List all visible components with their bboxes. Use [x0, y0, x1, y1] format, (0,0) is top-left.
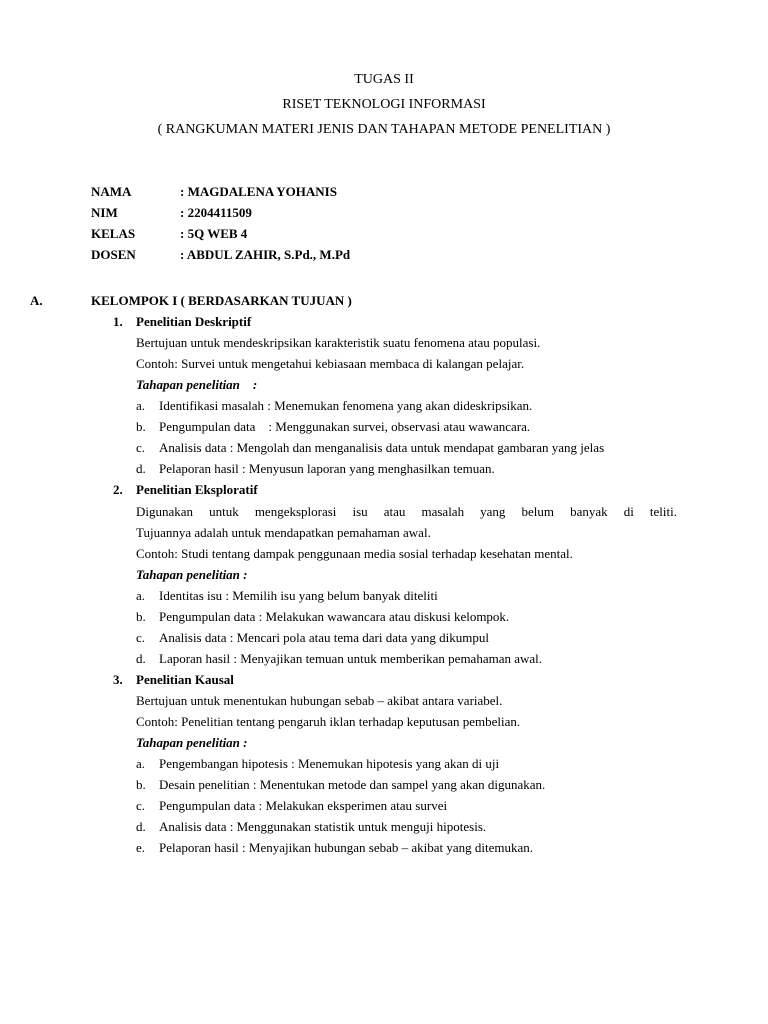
step-letter: c. [136, 440, 146, 455]
step-letter: a. [136, 398, 146, 413]
item-title: Penelitian Eksploratif [136, 482, 258, 497]
step-text: Identitas isu : Memilih isu yang belum banyak diteliti [159, 588, 438, 603]
step-text: Desain penelitian : Menentukan metode dan sampel yang akan digunakan. [159, 777, 546, 792]
item-title: Penelitian Deskriptif [136, 314, 252, 329]
step-text: Pelaporan hasil : Menyajikan hubungan sebab – akibat yang ditemukan. [159, 840, 534, 855]
identity-label-nim: NIM [91, 205, 118, 220]
identity-label-dosen: DOSEN [91, 247, 136, 262]
identity-label-kelas: KELAS [91, 226, 136, 241]
stages-label: Tahapan penelitian : [136, 377, 258, 392]
step-text: Pengumpulan data : Melakukan wawancara atau diskusi kelompok. [159, 609, 510, 624]
step-letter: d. [136, 819, 146, 834]
identity-label-nama: NAMA [91, 184, 132, 199]
step-letter: d. [136, 651, 146, 666]
stages-label: Tahapan penelitian : [136, 735, 248, 750]
step-letter: b. [136, 609, 146, 624]
step-text: Analisis data : Menggunakan statistik untuk menguji hipotesis. [159, 819, 487, 834]
step-text: Analisis data : Mencari pola atau tema dari data yang dikumpul [159, 630, 489, 645]
item-description: Digunakan untuk mengeksplorasi isu atau masalah yang belum banyak di teliti. [136, 504, 677, 519]
step-text: Pengumpulan data : Melakukan eksperimen atau survei [159, 798, 448, 813]
step-letter: b. [136, 777, 146, 792]
step-letter: e. [136, 840, 146, 855]
item-number: 2. [113, 482, 123, 497]
identity-value-nim: : 2204411509 [180, 205, 252, 220]
step-letter: b. [136, 419, 146, 434]
step-text: Pengumpulan data : Menggunakan survei, observasi atau wawancara. [159, 419, 531, 434]
step-letter: d. [136, 461, 146, 476]
step-letter: a. [136, 588, 146, 603]
step-letter: c. [136, 798, 146, 813]
step-text: Identifikasi masalah : Menemukan fenomena yang akan dideskripsikan. [159, 398, 533, 413]
section-title: KELOMPOK I ( BERDASARKAN TUJUAN ) [91, 293, 352, 308]
step-text: Laporan hasil : Menyajikan temuan untuk memberikan pemahaman awal. [159, 651, 543, 666]
identity-value-kelas: : 5Q WEB 4 [180, 226, 248, 241]
step-text: Pelaporan hasil : Menyusun laporan yang menghasilkan temuan. [159, 461, 495, 476]
item-description-cont: Tujuannya adalah untuk mendapatkan pemahaman awal. [136, 525, 431, 540]
identity-value-nama: : MAGDALENA YOHANIS [180, 184, 337, 199]
item-example: Contoh: Survei untuk mengetahui kebiasaan membaca di kalangan pelajar. [136, 356, 525, 371]
item-title: Penelitian Kausal [136, 672, 234, 687]
section-letter: A. [30, 293, 43, 308]
item-example: Contoh: Penelitian tentang pengaruh iklan terhadap keputusan pembelian. [136, 714, 521, 729]
item-example: Contoh: Studi tentang dampak penggunaan media sosial terhadap kesehatan mental. [136, 546, 573, 561]
doc-topic: ( RANGKUMAN MATERI JENIS DAN TAHAPAN METODE PENELITIAN ) [157, 122, 611, 137]
item-description: Bertujuan untuk menentukan hubungan sebab – akibat antara variabel. [136, 693, 503, 708]
step-letter: c. [136, 630, 146, 645]
item-number: 1. [113, 314, 123, 329]
step-letter: a. [136, 756, 146, 771]
stages-label: Tahapan penelitian : [136, 567, 248, 582]
step-text: Pengembangan hipotesis : Menemukan hipotesis yang akan di uji [159, 756, 500, 771]
item-description: Bertujuan untuk mendeskripsikan karakteristik suatu fenomena atau populasi. [136, 335, 541, 350]
step-text: Analisis data : Mengolah dan menganalisis data untuk mendapat gambaran yang jelas [159, 440, 605, 455]
identity-value-dosen: : ABDUL ZAHIR, S.Pd., M.Pd [180, 247, 351, 262]
item-number: 3. [113, 672, 123, 687]
doc-title: TUGAS II [354, 72, 414, 87]
doc-subtitle: RISET TEKNOLOGI INFORMASI [282, 97, 486, 112]
